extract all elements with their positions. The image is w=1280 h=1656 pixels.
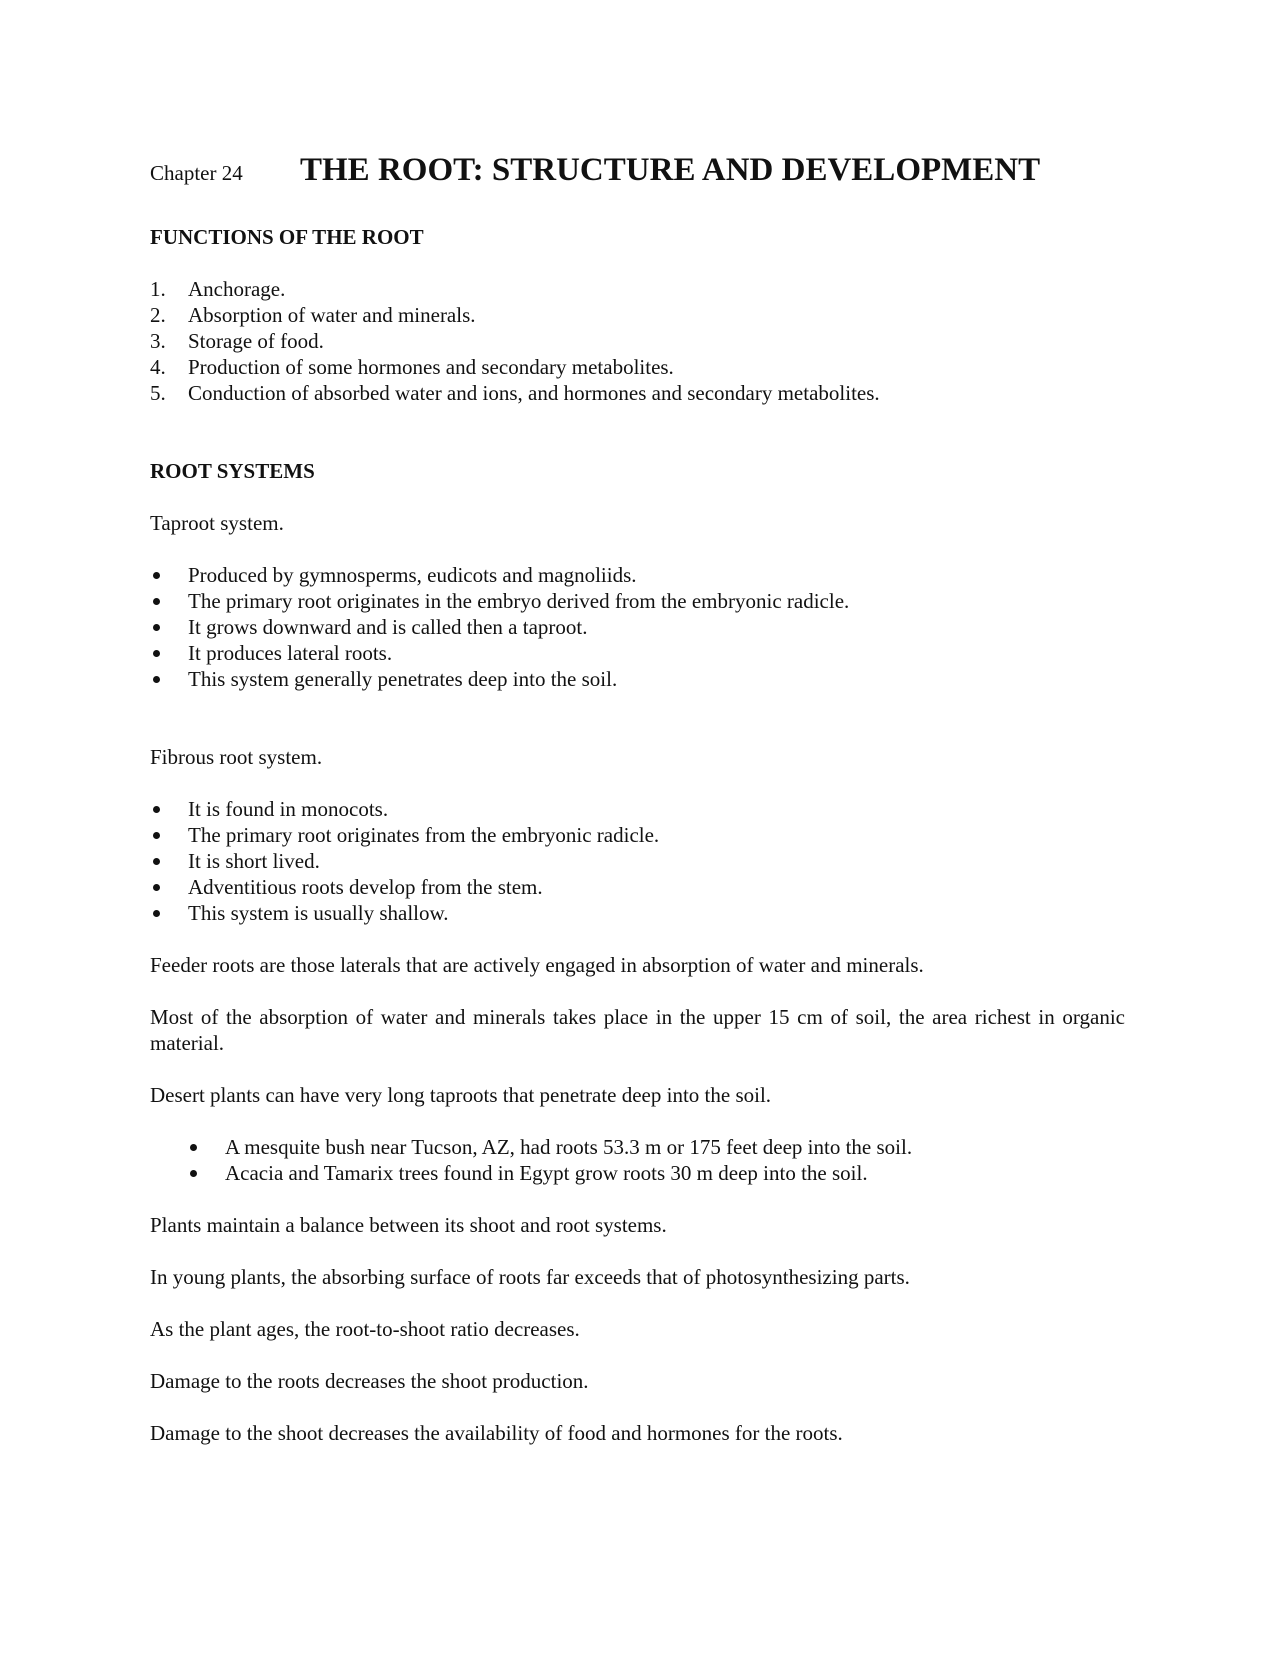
damage-shoot-paragraph: Damage to the shoot decreases the availability of food and hormones for the roots.	[150, 1421, 843, 1445]
list-item: The primary root originates in the embryo derived from the embryonic radicle.	[150, 588, 1125, 614]
list-item: 5. Conduction of absorbed water and ions, and hormones and secondary metabolites.	[150, 381, 880, 405]
taproot-label: Taproot system.	[150, 511, 284, 535]
list-item: 2. Absorption of water and minerals.	[150, 303, 476, 327]
plant-ages-paragraph: As the plant ages, the root-to-shoot ratio decreases.	[150, 1317, 580, 1341]
bullet-icon	[153, 858, 160, 865]
list-item: It is found in monocots.	[150, 796, 1125, 822]
list-item: This system is usually shallow.	[150, 900, 1125, 926]
bullet-icon	[153, 884, 160, 891]
list-item: Produced by gymnosperms, eudicots and magnoliids.	[150, 562, 1125, 588]
list-item: 4. Production of some hormones and secondary metabolites.	[150, 355, 674, 379]
list-item: It produces lateral roots.	[150, 640, 1125, 666]
desert-paragraph: Desert plants can have very long taproots that penetrate deep into the soil.	[150, 1083, 772, 1107]
list-item: Adventitious roots develop from the stem.	[150, 874, 1125, 900]
bullet-icon	[153, 598, 160, 605]
bullet-icon	[190, 1170, 197, 1177]
list-item: 1. Anchorage.	[150, 277, 286, 301]
balance-paragraph: Plants maintain a balance between its shoot and root systems.	[150, 1213, 667, 1237]
chapter-label: Chapter 24	[150, 161, 243, 185]
page-title: THE ROOT: STRUCTURE AND DEVELOPMENT	[300, 152, 1041, 188]
bullet-icon	[153, 806, 160, 813]
taproot-list	[150, 562, 1125, 692]
bullet-icon	[153, 650, 160, 657]
list-item: Acacia and Tamarix trees found in Egypt grow roots 30 m deep into the soil.	[150, 1160, 1125, 1186]
list-item: It grows downward and is called then a taproot.	[150, 614, 1125, 640]
bullet-icon	[153, 624, 160, 631]
fibrous-list	[150, 796, 1125, 926]
bullet-icon	[153, 832, 160, 839]
functions-heading: FUNCTIONS OF THE ROOT	[150, 225, 424, 249]
list-item: The primary root originates from the embryonic radicle.	[150, 822, 1125, 848]
root-systems-heading: ROOT SYSTEMS	[150, 459, 315, 483]
young-plants-paragraph: In young plants, the absorbing surface of roots far exceeds that of photosynthesizing parts.	[150, 1265, 910, 1289]
damage-roots-paragraph: Damage to the roots decreases the shoot production.	[150, 1369, 589, 1393]
list-item: A mesquite bush near Tucson, AZ, had roots 53.3 m or 175 feet deep into the soil.	[150, 1134, 1125, 1160]
functions-list	[150, 276, 1125, 406]
feeder-roots-paragraph: Feeder roots are those laterals that are actively engaged in absorption of water and minerals.	[150, 953, 924, 977]
list-item: This system generally penetrates deep into the soil.	[150, 666, 1125, 692]
list-item: It is short lived.	[150, 848, 1125, 874]
bullet-icon	[153, 572, 160, 579]
bullet-icon	[153, 910, 160, 917]
absorption-paragraph: Most of the absorption of water and minerals takes place in the upper 15 cm of soil, the area richest in organic material.	[150, 1005, 1125, 1055]
bullet-icon	[190, 1144, 197, 1151]
document-page	[150, 150, 1125, 1446]
list-item: 3. Storage of food.	[150, 329, 324, 353]
bullet-icon	[153, 676, 160, 683]
desert-examples-list	[150, 1134, 1125, 1186]
title-row	[150, 150, 1125, 194]
fibrous-label: Fibrous root system.	[150, 745, 323, 769]
